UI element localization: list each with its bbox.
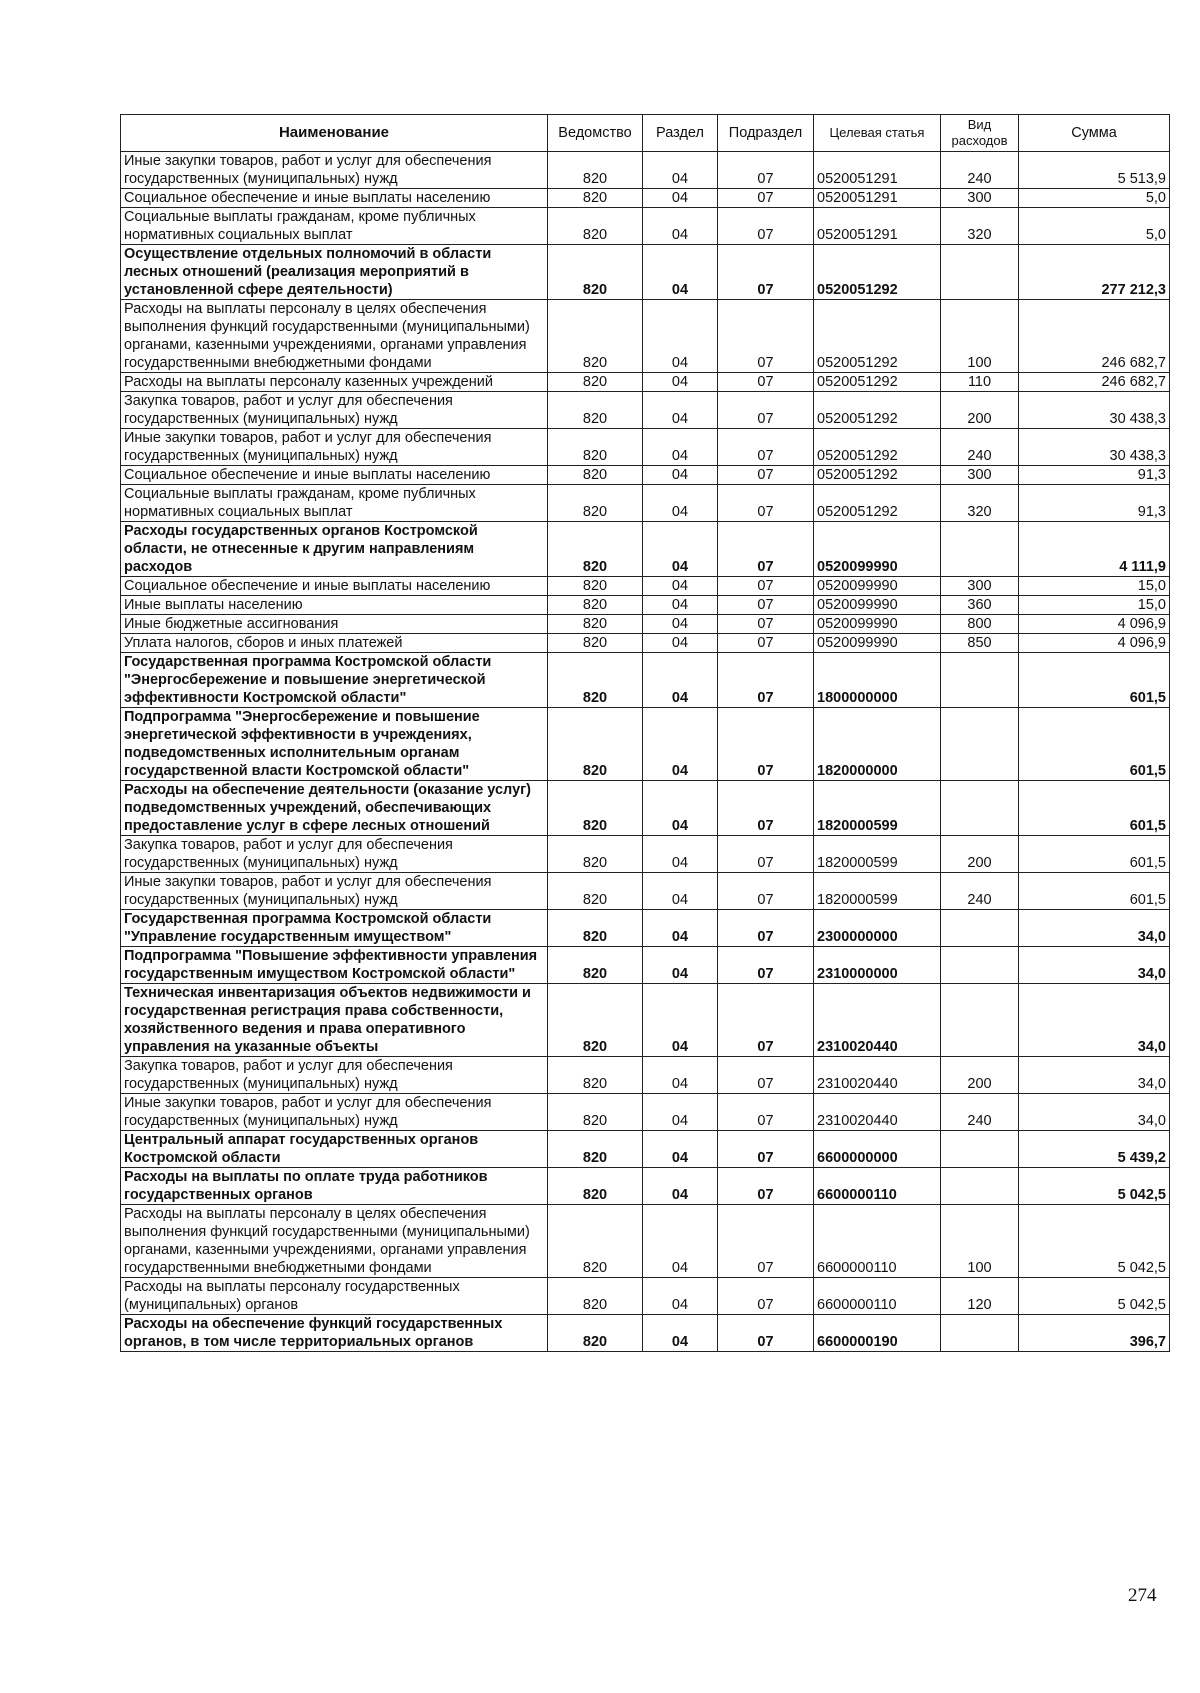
table-row (121, 910, 1170, 947)
cell-section: 04 (643, 429, 718, 466)
cell-subsection: 07 (718, 1094, 814, 1131)
cell-target: 1820000599 (814, 836, 941, 873)
cell-target: 0520051291 (814, 208, 941, 245)
cell-section: 04 (643, 1168, 718, 1205)
cell-name: Государственная программа Костромской области "Управление государственным имуществом" (121, 910, 548, 947)
table-row (121, 1131, 1170, 1168)
cell-section: 04 (643, 466, 718, 485)
cell-subsection: 07 (718, 781, 814, 836)
cell-kind (941, 984, 1019, 1057)
cell-name: Иные закупки товаров, работ и услуг для обеспечения государственных (муниципальных) нужд (121, 152, 548, 189)
cell-subsection: 07 (718, 1315, 814, 1352)
cell-kind (941, 1168, 1019, 1205)
table-body (121, 152, 1170, 1352)
cell-name: Осуществление отдельных полномочий в области лесных отношений (реализация мероприятий в установленной сфере деятельности) (121, 245, 548, 300)
cell-sum: 15,0 (1019, 577, 1170, 596)
cell-name: Иные бюджетные ассигнования (121, 615, 548, 634)
cell-dept: 820 (548, 615, 643, 634)
cell-target: 0520051292 (814, 373, 941, 392)
table-row (121, 873, 1170, 910)
cell-subsection: 07 (718, 300, 814, 373)
table-row (121, 152, 1170, 189)
cell-target: 6600000110 (814, 1278, 941, 1315)
cell-dept: 820 (548, 1131, 643, 1168)
cell-subsection: 07 (718, 910, 814, 947)
cell-subsection: 07 (718, 208, 814, 245)
cell-dept: 820 (548, 152, 643, 189)
cell-subsection: 07 (718, 522, 814, 577)
cell-name: Расходы на обеспечение функций государственных органов, в том числе территориальных органов (121, 1315, 548, 1352)
cell-dept: 820 (548, 466, 643, 485)
cell-name: Социальные выплаты гражданам, кроме публичных нормативных социальных выплат (121, 485, 548, 522)
cell-subsection: 07 (718, 1168, 814, 1205)
header-dept: Ведомство (548, 115, 643, 152)
cell-section: 04 (643, 1278, 718, 1315)
cell-kind: 320 (941, 485, 1019, 522)
cell-dept: 820 (548, 653, 643, 708)
cell-kind: 240 (941, 152, 1019, 189)
cell-target: 0520051291 (814, 152, 941, 189)
cell-subsection: 07 (718, 152, 814, 189)
cell-sum: 277 212,3 (1019, 245, 1170, 300)
cell-subsection: 07 (718, 1131, 814, 1168)
cell-section: 04 (643, 781, 718, 836)
cell-target: 0520099990 (814, 634, 941, 653)
cell-dept: 820 (548, 1057, 643, 1094)
cell-section: 04 (643, 485, 718, 522)
cell-name: Техническая инвентаризация объектов недвижимости и государственная регистрация права собственности, хозяйственного ведения и права оперативного управления на указанные объекты (121, 984, 548, 1057)
cell-name: Закупка товаров, работ и услуг для обеспечения государственных (муниципальных) нужд (121, 392, 548, 429)
cell-name: Иные закупки товаров, работ и услуг для обеспечения государственных (муниципальных) нужд (121, 429, 548, 466)
cell-name: Уплата налогов, сборов и иных платежей (121, 634, 548, 653)
cell-section: 04 (643, 522, 718, 577)
table-row (121, 596, 1170, 615)
cell-kind (941, 1131, 1019, 1168)
cell-name: Расходы на выплаты персоналу государственных (муниципальных) органов (121, 1278, 548, 1315)
cell-kind: 110 (941, 373, 1019, 392)
cell-target: 0520051292 (814, 245, 941, 300)
cell-sum: 30 438,3 (1019, 429, 1170, 466)
cell-subsection: 07 (718, 615, 814, 634)
cell-kind (941, 947, 1019, 984)
cell-sum: 601,5 (1019, 708, 1170, 781)
cell-subsection: 07 (718, 947, 814, 984)
table-row (121, 208, 1170, 245)
cell-dept: 820 (548, 984, 643, 1057)
cell-section: 04 (643, 836, 718, 873)
cell-target: 0520099990 (814, 522, 941, 577)
cell-target: 6600000190 (814, 1315, 941, 1352)
cell-target: 1820000000 (814, 708, 941, 781)
cell-subsection: 07 (718, 708, 814, 781)
cell-target: 0520051292 (814, 300, 941, 373)
cell-subsection: 07 (718, 577, 814, 596)
cell-name: Государственная программа Костромской области "Энергосбережение и повышение энергетической эффективности Костромской области" (121, 653, 548, 708)
cell-target: 2300000000 (814, 910, 941, 947)
cell-kind: 240 (941, 873, 1019, 910)
cell-target: 0520051291 (814, 189, 941, 208)
cell-kind: 320 (941, 208, 1019, 245)
cell-name: Закупка товаров, работ и услуг для обеспечения государственных (муниципальных) нужд (121, 836, 548, 873)
cell-kind: 100 (941, 1205, 1019, 1278)
cell-kind: 200 (941, 392, 1019, 429)
cell-sum: 30 438,3 (1019, 392, 1170, 429)
cell-name: Расходы на выплаты персоналу в целях обеспечения выполнения функций государственными (муниципальными) органами, казенными учреждениями, органами управления государственными внебюджетными фондами (121, 1205, 548, 1278)
cell-target: 6600000110 (814, 1205, 941, 1278)
cell-dept: 820 (548, 781, 643, 836)
cell-kind (941, 910, 1019, 947)
table-row (121, 836, 1170, 873)
table-row (121, 1278, 1170, 1315)
table-row (121, 615, 1170, 634)
cell-kind: 200 (941, 1057, 1019, 1094)
cell-dept: 820 (548, 1278, 643, 1315)
cell-subsection: 07 (718, 189, 814, 208)
cell-target: 0520051292 (814, 485, 941, 522)
cell-dept: 820 (548, 208, 643, 245)
cell-dept: 820 (548, 1094, 643, 1131)
table-row (121, 634, 1170, 653)
cell-dept: 820 (548, 1315, 643, 1352)
cell-subsection: 07 (718, 984, 814, 1057)
table-row (121, 1094, 1170, 1131)
cell-target: 0520051292 (814, 429, 941, 466)
cell-target: 2310020440 (814, 984, 941, 1057)
cell-sum: 601,5 (1019, 873, 1170, 910)
cell-sum: 5 042,5 (1019, 1278, 1170, 1315)
cell-subsection: 07 (718, 634, 814, 653)
cell-subsection: 07 (718, 596, 814, 615)
cell-target: 0520051292 (814, 392, 941, 429)
cell-section: 04 (643, 300, 718, 373)
cell-sum: 601,5 (1019, 653, 1170, 708)
header-name: Наименование (121, 115, 548, 152)
cell-dept: 820 (548, 708, 643, 781)
table-row (121, 522, 1170, 577)
table-row (121, 1315, 1170, 1352)
cell-section: 04 (643, 1315, 718, 1352)
cell-subsection: 07 (718, 373, 814, 392)
cell-sum: 34,0 (1019, 947, 1170, 984)
table-row (121, 392, 1170, 429)
cell-target: 0520099990 (814, 596, 941, 615)
table-row (121, 947, 1170, 984)
cell-subsection: 07 (718, 466, 814, 485)
cell-sum: 246 682,7 (1019, 300, 1170, 373)
cell-target: 6600000000 (814, 1131, 941, 1168)
cell-kind (941, 245, 1019, 300)
cell-name: Иные выплаты населению (121, 596, 548, 615)
cell-sum: 246 682,7 (1019, 373, 1170, 392)
cell-target: 1820000599 (814, 781, 941, 836)
cell-section: 04 (643, 1094, 718, 1131)
table-row (121, 708, 1170, 781)
cell-dept: 820 (548, 392, 643, 429)
cell-section: 04 (643, 947, 718, 984)
budget-table (120, 114, 1170, 1352)
table-row (121, 300, 1170, 373)
cell-dept: 820 (548, 429, 643, 466)
cell-name: Иные закупки товаров, работ и услуг для обеспечения государственных (муниципальных) нужд (121, 873, 548, 910)
cell-kind: 100 (941, 300, 1019, 373)
cell-subsection: 07 (718, 245, 814, 300)
table-row (121, 577, 1170, 596)
cell-dept: 820 (548, 245, 643, 300)
cell-dept: 820 (548, 189, 643, 208)
table-row (121, 373, 1170, 392)
cell-dept: 820 (548, 947, 643, 984)
cell-dept: 820 (548, 910, 643, 947)
cell-subsection: 07 (718, 392, 814, 429)
cell-sum: 34,0 (1019, 1057, 1170, 1094)
table-row (121, 485, 1170, 522)
cell-dept: 820 (548, 300, 643, 373)
cell-sum: 396,7 (1019, 1315, 1170, 1352)
cell-name: Расходы на обеспечение деятельности (оказание услуг) подведомственных учреждений, обеспечивающих предоставление услуг в сфере лесных отношений (121, 781, 548, 836)
table-row (121, 245, 1170, 300)
table-row (121, 1057, 1170, 1094)
cell-subsection: 07 (718, 1057, 814, 1094)
cell-target: 6600000110 (814, 1168, 941, 1205)
table-row (121, 466, 1170, 485)
cell-kind (941, 1315, 1019, 1352)
cell-name: Социальное обеспечение и иные выплаты населению (121, 577, 548, 596)
cell-target: 1800000000 (814, 653, 941, 708)
cell-sum: 15,0 (1019, 596, 1170, 615)
cell-name: Социальные выплаты гражданам, кроме публичных нормативных социальных выплат (121, 208, 548, 245)
cell-section: 04 (643, 910, 718, 947)
cell-section: 04 (643, 615, 718, 634)
cell-name: Закупка товаров, работ и услуг для обеспечения государственных (муниципальных) нужд (121, 1057, 548, 1094)
cell-subsection: 07 (718, 1205, 814, 1278)
cell-kind: 120 (941, 1278, 1019, 1315)
cell-target: 0520099990 (814, 577, 941, 596)
page-number: 274 (1128, 1585, 1157, 1606)
cell-kind (941, 708, 1019, 781)
cell-target: 2310000000 (814, 947, 941, 984)
cell-sum: 5 439,2 (1019, 1131, 1170, 1168)
cell-section: 04 (643, 984, 718, 1057)
cell-subsection: 07 (718, 485, 814, 522)
table-row (121, 189, 1170, 208)
cell-kind: 200 (941, 836, 1019, 873)
header-sum: Сумма (1019, 115, 1170, 152)
cell-section: 04 (643, 577, 718, 596)
cell-name: Расходы на выплаты персоналу в целях обеспечения выполнения функций государственными (муниципальными) органами, казенными учреждениями, органами управления государственными внебюджетными фондами (121, 300, 548, 373)
cell-section: 04 (643, 245, 718, 300)
cell-subsection: 07 (718, 1278, 814, 1315)
cell-sum: 5 042,5 (1019, 1205, 1170, 1278)
header-kind: Вид расходов (941, 115, 1019, 152)
cell-section: 04 (643, 1057, 718, 1094)
cell-sum: 5 042,5 (1019, 1168, 1170, 1205)
cell-dept: 820 (548, 634, 643, 653)
cell-sum: 5 513,9 (1019, 152, 1170, 189)
cell-section: 04 (643, 189, 718, 208)
cell-kind: 240 (941, 1094, 1019, 1131)
cell-sum: 601,5 (1019, 781, 1170, 836)
cell-kind (941, 522, 1019, 577)
cell-sum: 91,3 (1019, 466, 1170, 485)
header-section: Раздел (643, 115, 718, 152)
cell-sum: 34,0 (1019, 1094, 1170, 1131)
cell-dept: 820 (548, 1168, 643, 1205)
cell-kind: 800 (941, 615, 1019, 634)
cell-target: 0520099990 (814, 615, 941, 634)
cell-dept: 820 (548, 522, 643, 577)
cell-kind: 850 (941, 634, 1019, 653)
cell-kind: 360 (941, 596, 1019, 615)
cell-name: Расходы на выплаты персоналу казенных учреждений (121, 373, 548, 392)
table-row (121, 781, 1170, 836)
cell-dept: 820 (548, 1205, 643, 1278)
cell-dept: 820 (548, 485, 643, 522)
cell-kind: 300 (941, 577, 1019, 596)
cell-dept: 820 (548, 577, 643, 596)
cell-dept: 820 (548, 873, 643, 910)
table-row (121, 429, 1170, 466)
cell-sum: 4 096,9 (1019, 615, 1170, 634)
table-row (121, 1205, 1170, 1278)
cell-name: Подпрограмма "Повышение эффективности управления государственным имуществом Костромской области" (121, 947, 548, 984)
table-row (121, 1168, 1170, 1205)
cell-name: Подпрограмма "Энергосбережение и повышение энергетической эффективности в учреждениях, подведомственных исполнительным органам государственной власти Костромской области" (121, 708, 548, 781)
cell-name: Социальное обеспечение и иные выплаты населению (121, 189, 548, 208)
cell-section: 04 (643, 873, 718, 910)
cell-subsection: 07 (718, 429, 814, 466)
cell-dept: 820 (548, 836, 643, 873)
cell-subsection: 07 (718, 836, 814, 873)
cell-section: 04 (643, 392, 718, 429)
cell-kind: 300 (941, 466, 1019, 485)
cell-target: 1820000599 (814, 873, 941, 910)
cell-section: 04 (643, 634, 718, 653)
cell-sum: 4 111,9 (1019, 522, 1170, 577)
cell-section: 04 (643, 653, 718, 708)
cell-name: Социальное обеспечение и иные выплаты населению (121, 466, 548, 485)
cell-kind: 240 (941, 429, 1019, 466)
cell-target: 2310020440 (814, 1094, 941, 1131)
cell-section: 04 (643, 1205, 718, 1278)
header-subsection: Подраздел (718, 115, 814, 152)
cell-target: 0520051292 (814, 466, 941, 485)
cell-sum: 91,3 (1019, 485, 1170, 522)
cell-name: Расходы государственных органов Костромской области, не отнесенные к другим направлениям расходов (121, 522, 548, 577)
cell-sum: 5,0 (1019, 208, 1170, 245)
table-row (121, 984, 1170, 1057)
cell-name: Иные закупки товаров, работ и услуг для обеспечения государственных (муниципальных) нужд (121, 1094, 548, 1131)
table-row (121, 653, 1170, 708)
cell-target: 2310020440 (814, 1057, 941, 1094)
cell-kind (941, 781, 1019, 836)
cell-subsection: 07 (718, 873, 814, 910)
cell-dept: 820 (548, 596, 643, 615)
cell-section: 04 (643, 708, 718, 781)
cell-subsection: 07 (718, 653, 814, 708)
cell-section: 04 (643, 1131, 718, 1168)
cell-sum: 601,5 (1019, 836, 1170, 873)
cell-section: 04 (643, 152, 718, 189)
cell-sum: 5,0 (1019, 189, 1170, 208)
table-header-row (121, 115, 1170, 152)
cell-dept: 820 (548, 373, 643, 392)
cell-section: 04 (643, 596, 718, 615)
cell-name: Центральный аппарат государственных органов Костромской области (121, 1131, 548, 1168)
cell-kind (941, 653, 1019, 708)
header-target: Целевая статья (814, 115, 941, 152)
cell-sum: 4 096,9 (1019, 634, 1170, 653)
cell-sum: 34,0 (1019, 910, 1170, 947)
cell-kind: 300 (941, 189, 1019, 208)
cell-section: 04 (643, 208, 718, 245)
cell-section: 04 (643, 373, 718, 392)
cell-name: Расходы на выплаты по оплате труда работников государственных органов (121, 1168, 548, 1205)
cell-sum: 34,0 (1019, 984, 1170, 1057)
